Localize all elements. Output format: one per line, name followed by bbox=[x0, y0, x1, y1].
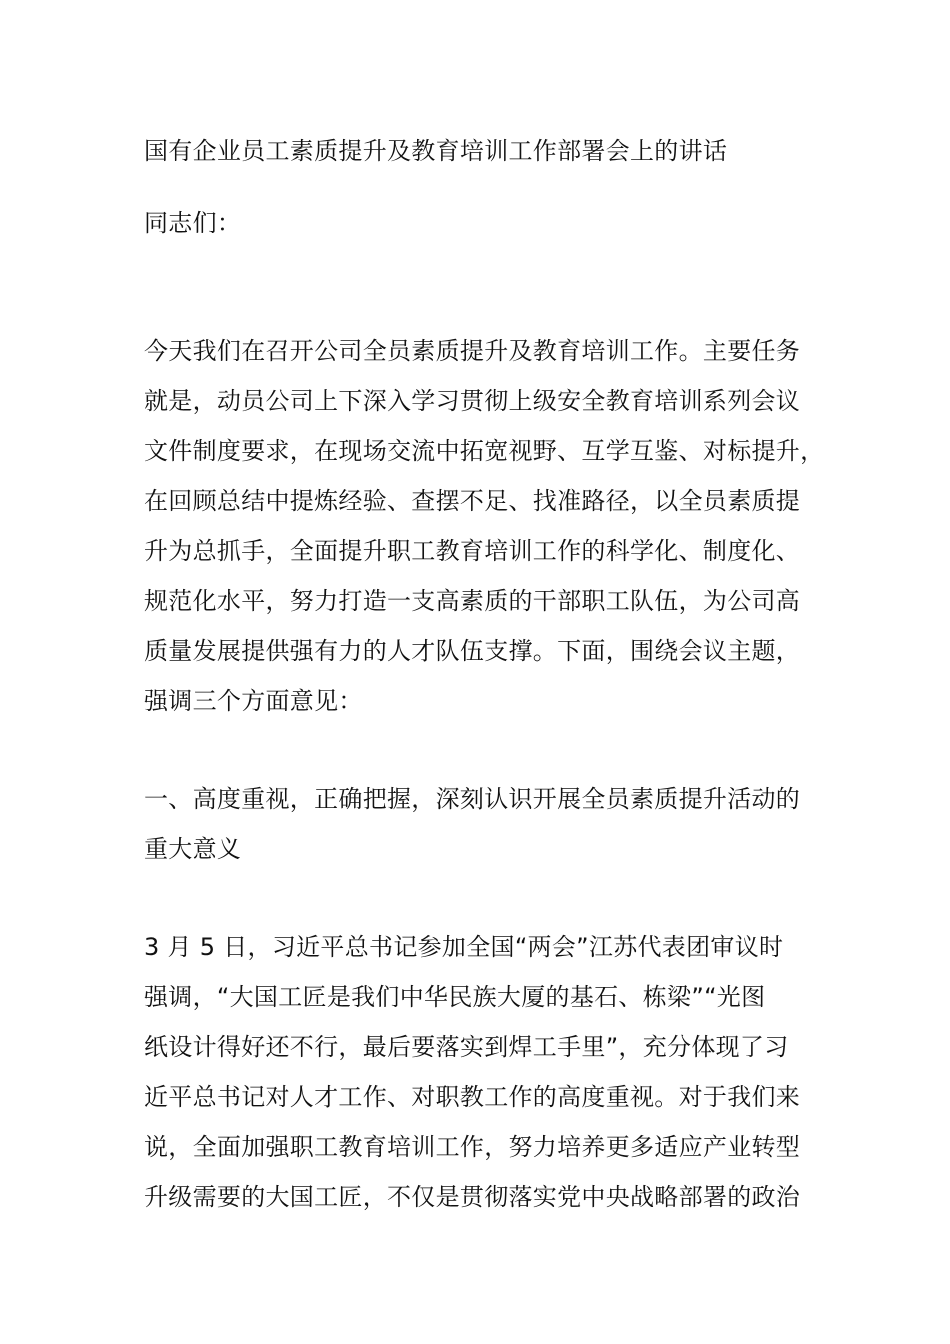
paragraph-line: 质量发展提供强有力的人才队伍支撑。下面，围绕会议主题， bbox=[144, 637, 801, 665]
paragraph-line: 文件制度要求，在现场交流中拓宽视野、互学互鉴、对标提升， bbox=[144, 437, 825, 465]
paragraph-line: 纸设计得好还不行，最后要落实到焊工手里”，充分体现了习 bbox=[144, 1033, 789, 1061]
heading-line: 一、高度重视，正确把握，深刻认识开展全员素质提升活动的 bbox=[144, 785, 801, 813]
paragraph-line: 升级需要的大国工匠，不仅是贯彻落实党中央战略部署的政治 bbox=[144, 1183, 801, 1211]
paragraph-intro bbox=[144, 326, 824, 726]
paragraph-line: 就是，动员公司上下深入学习贯彻上级安全教育培训系列会议 bbox=[144, 387, 801, 415]
paragraph-line: 说，全面加强职工教育培训工作，努力培养更多适应产业转型 bbox=[144, 1133, 801, 1161]
greeting-line: 同志们： bbox=[144, 209, 242, 237]
paragraph-line: 近平总书记对人才工作、对职教工作的高度重视。对于我们来 bbox=[144, 1083, 801, 1111]
paragraph-significance bbox=[144, 922, 824, 1222]
paragraph-line: 规范化水平，努力打造一支高素质的干部职工队伍，为公司高 bbox=[144, 587, 801, 615]
title-line: 国有企业员工素质提升及教育培训工作部署会上的讲话 bbox=[144, 137, 728, 165]
paragraph-line: 强调三个方面意见： bbox=[144, 687, 363, 715]
paragraph-line: 3 月 5 日，习近平总书记参加全国“两会”江苏代表团审议时 bbox=[144, 933, 784, 961]
paragraph-line: 今天我们在召开公司全员素质提升及教育培训工作。主要任务 bbox=[144, 337, 801, 365]
document-title bbox=[144, 126, 824, 176]
section-heading-1 bbox=[144, 774, 824, 874]
paragraph-line: 升为总抓手，全面提升职工教育培训工作的科学化、制度化、 bbox=[144, 537, 801, 565]
greeting bbox=[144, 198, 824, 248]
heading-line: 重大意义 bbox=[144, 835, 242, 863]
paragraph-line: 在回顾总结中提炼经验、查摆不足、找准路径，以全员素质提 bbox=[144, 487, 801, 515]
paragraph-line: 强调，“大国工匠是我们中华民族大厦的基石、栋梁”“光图 bbox=[144, 983, 766, 1011]
